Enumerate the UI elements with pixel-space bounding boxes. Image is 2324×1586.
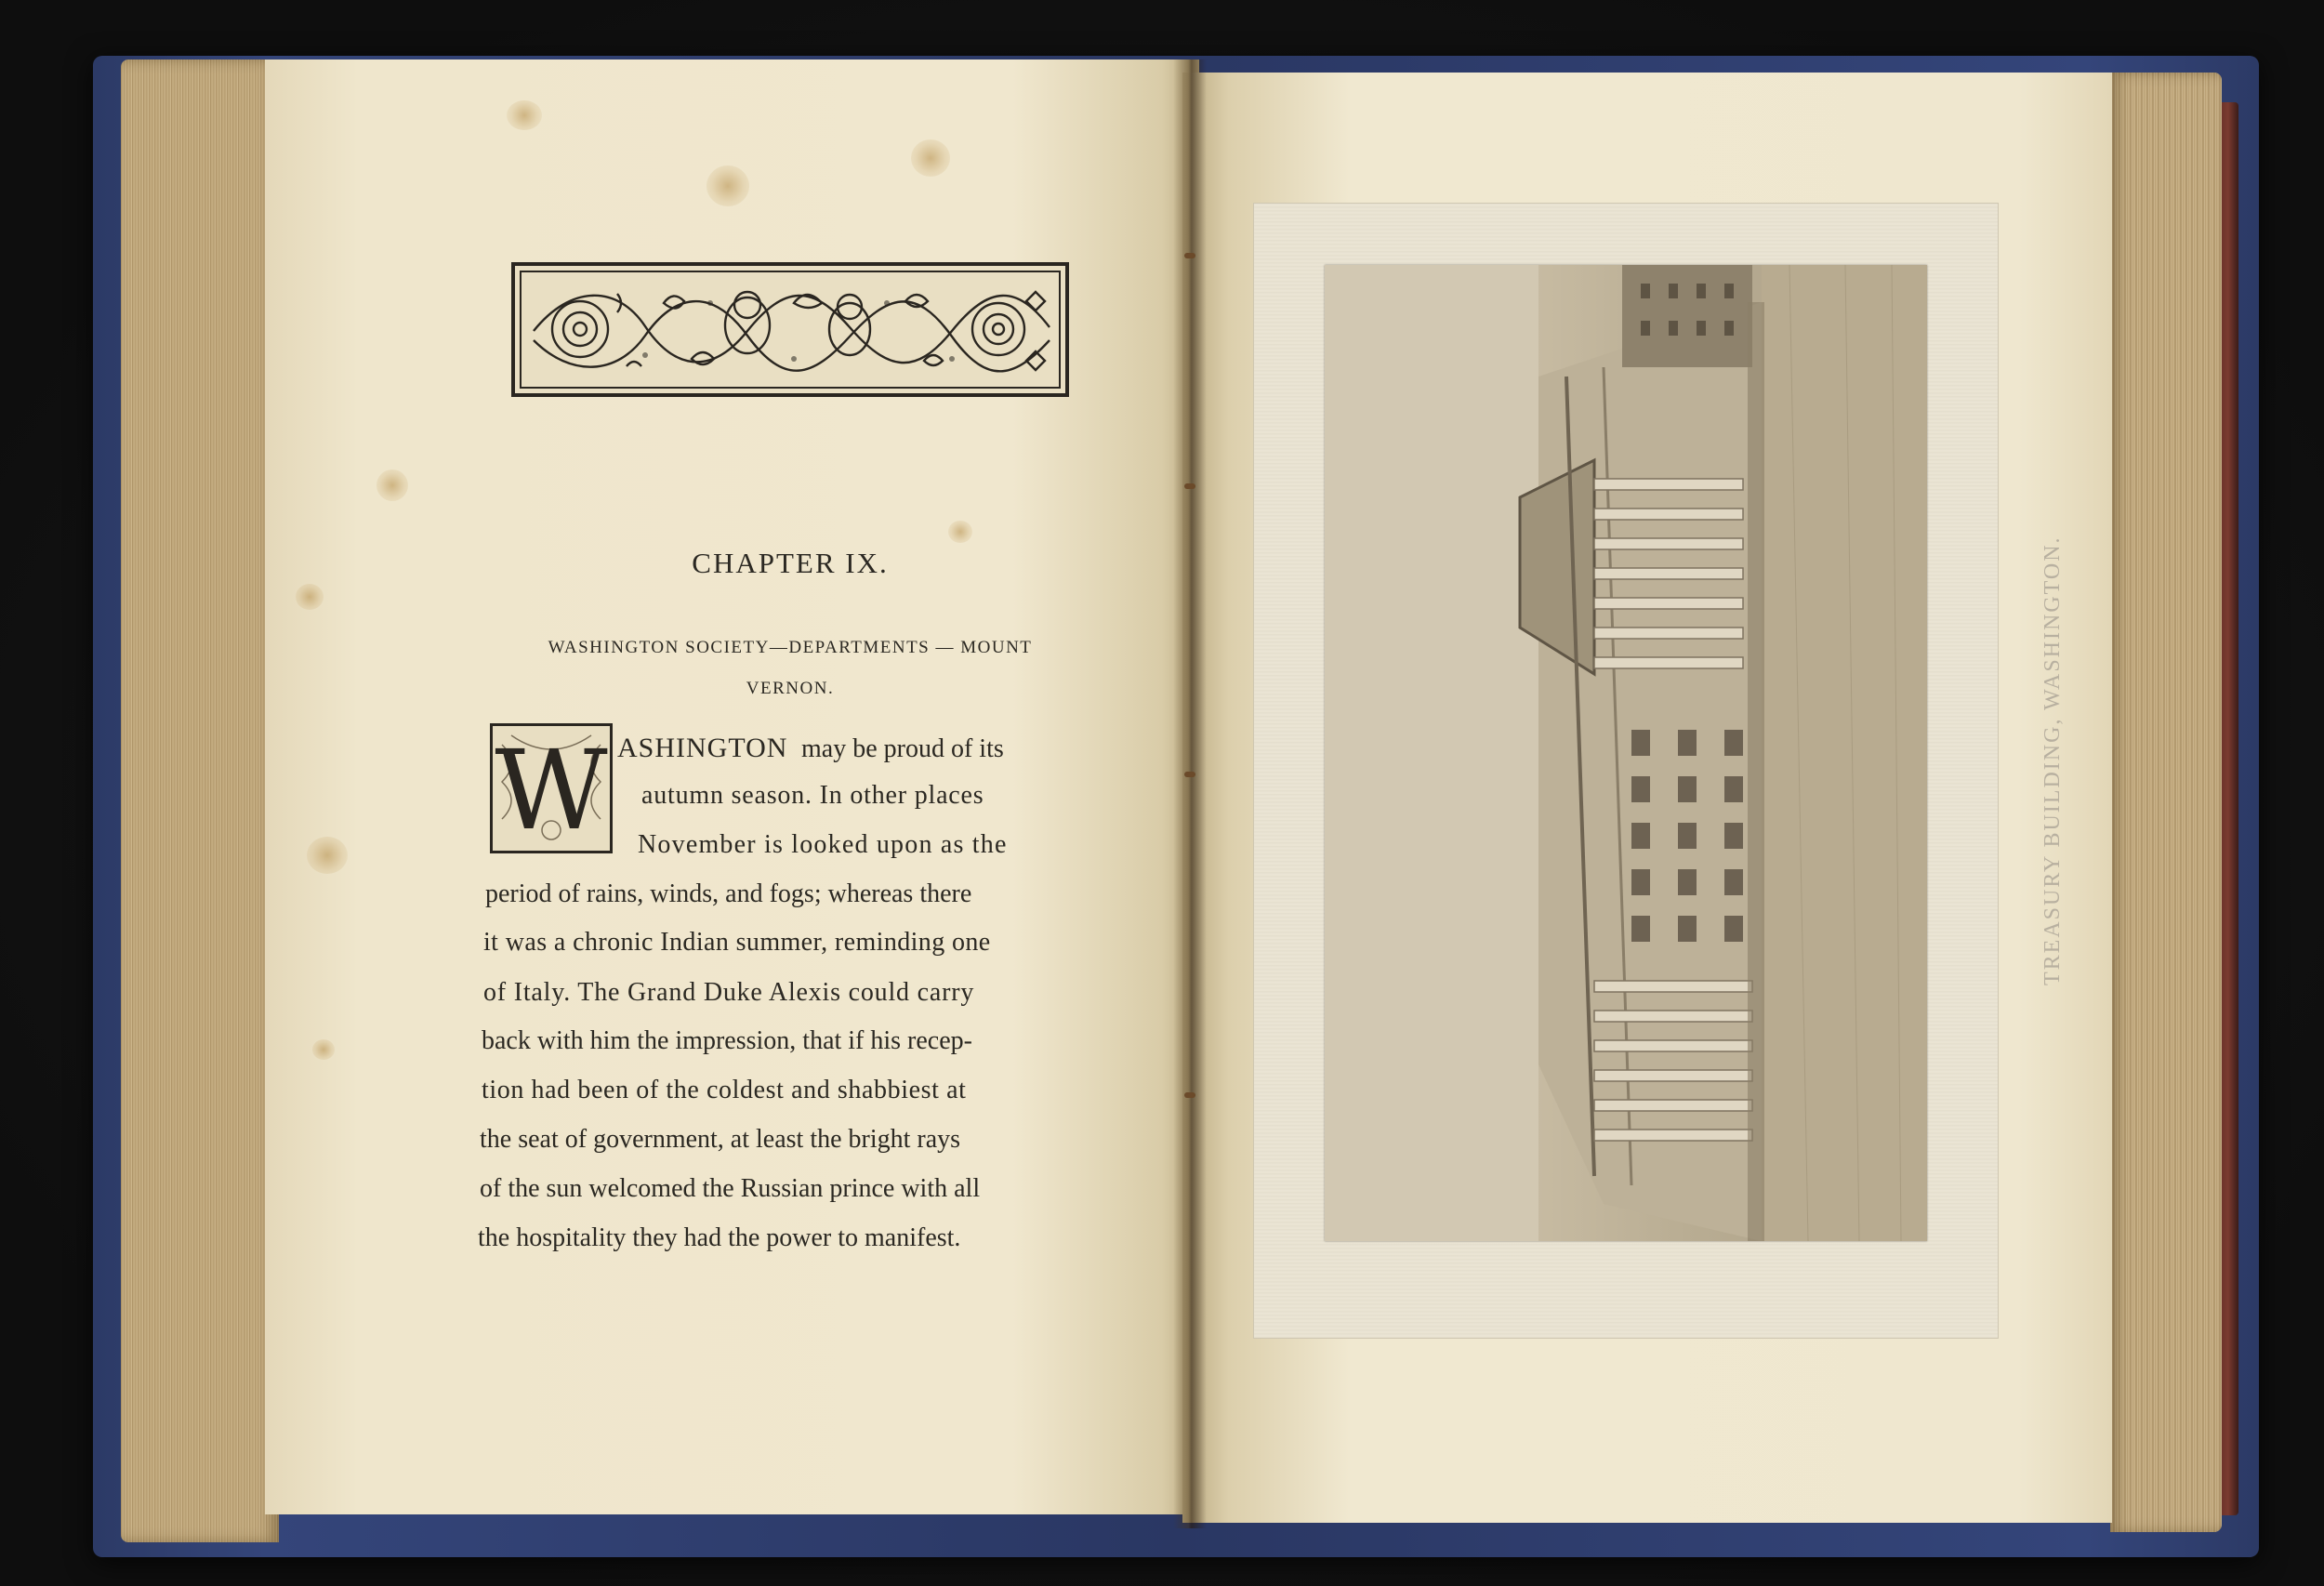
body-line: tion had been of the coldest and shabbiest at [482, 1076, 967, 1104]
foxing-spot [312, 1039, 335, 1060]
binding-stitch [1184, 483, 1195, 489]
body-line: the hospitality they had the power to manifest. [478, 1223, 961, 1252]
first-word-rest: ASHINGTON [617, 733, 788, 763]
body-line: of Italy. The Grand Duke Alexis could carry [483, 978, 975, 1007]
ornamental-headpiece [511, 262, 1069, 397]
book-gutter [1173, 59, 1207, 1528]
chapter-subtitle [502, 628, 1078, 709]
drop-cap-letter: W [495, 726, 608, 854]
right-page-block-edge [2110, 73, 2222, 1532]
chapter-title: CHAPTER IX. [692, 547, 889, 579]
drop-cap-box [490, 723, 613, 853]
body-line: of the sun welcomed the Russian prince with all [480, 1174, 981, 1203]
chapter-subtitle-line: WASHINGTON SOCIETY—DEPARTMENTS — MOUNT [548, 638, 1033, 657]
foxing-spot [911, 139, 950, 177]
foxing-spot [296, 584, 324, 610]
body-line: it was a chronic Indian summer, reminding one [483, 928, 991, 957]
treasury-building-photograph [1325, 265, 1927, 1241]
binding-stitch [1184, 772, 1195, 777]
chapter-subtitle-line: VERNON. [746, 679, 835, 698]
body-line: autumn season. In other places [641, 781, 984, 810]
left-page-block-edge [121, 59, 279, 1542]
body-line: the seat of government, at least the bright rays [480, 1125, 961, 1154]
body-line: back with him the impression, that if his recep- [482, 1026, 972, 1055]
body-line: may be proud of its [801, 734, 1004, 763]
foxing-spot [706, 165, 749, 206]
binding-stitch [1184, 253, 1195, 258]
foxing-spot [376, 469, 408, 501]
body-line: period of rains, winds, and fogs; whereas there [485, 879, 972, 908]
binding-stitch [1184, 1092, 1195, 1098]
foxing-spot [948, 521, 972, 543]
plate-caption: TREASURY BUILDING, WASHINGTON. [2040, 535, 2065, 985]
foxing-spot [507, 100, 542, 130]
foxing-spot [307, 837, 348, 874]
body-line: November is looked upon as the [638, 830, 1008, 859]
